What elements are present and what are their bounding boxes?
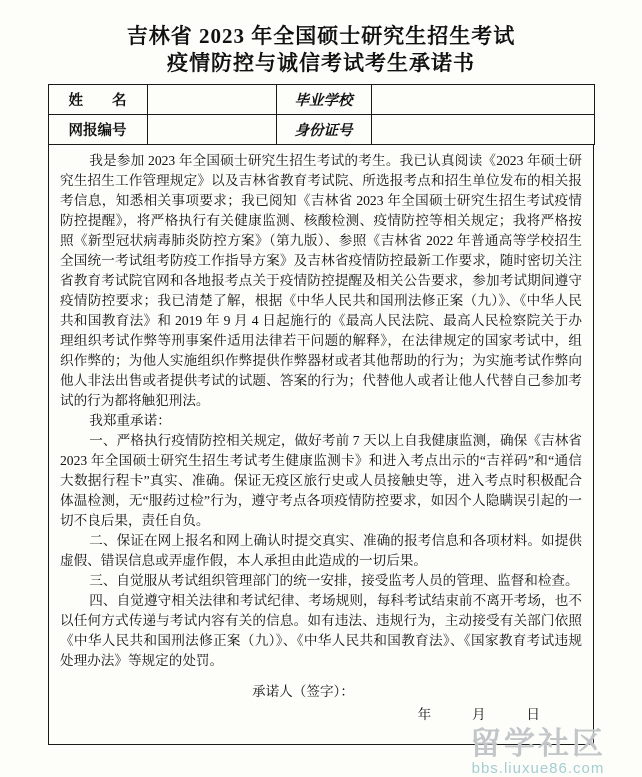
candidate-info-table bbox=[48, 84, 595, 145]
pledge-item-2: 二、保证在网上报名和网上确认时提交真实、准确的报考信息和各项材料。如提供虚假、错误信息或弄虚作假，本人承担由此造成的一切后果。 bbox=[60, 533, 582, 568]
pledge-item-1: 一、严格执行疫情防控相关规定，做好考前 7 天以上自我健康监测，确保《吉林省 2023 年全国硕士研究生招生考试考生健康监测卡》和进入考点出示的“吉祥码”和“通信大数据行程卡”真实、准确。保证无疫区旅行史或人员接触史等，进入考点时积极配合体温检测，无“服药过检”行为，遵守考点各项疫情防控要求，如因个人隐瞒误引起的一切不良后果，责任自负。 bbox=[60, 433, 582, 528]
commitment-body bbox=[48, 144, 594, 745]
date-label: 年 月 日 bbox=[417, 707, 540, 722]
id-number-value-field bbox=[371, 115, 594, 145]
intro-paragraph: 我是参加 2023 年全国硕士研究生招生考试的考生。我已认真阅读《2023 年硕士研究生招生工作管理规定》以及吉林省教育考试院、所选报考点和招生单位发布的相关报考信息，知悉相关事项要求；我已阅知《吉林省 2023 年全国硕士研究生招生考试疫情防控提醒》，将严格执行有关健康监测、核酸检测、疫情防控等相关规定；我将严格按照《新型冠状病毒肺炎防控方案》（第九版）、参照《吉林省 2022 年普通高等学校招生全国统一考试组考防疫工作指导方案》及吉林省疫情防控最新工作要求，随时密切关注省教育考试院官网和各地报考点关于疫情防控提醒及相关公告要求，参加考试期间遵守疫情防控要求；我已清楚了解，根据《中华人民共和国刑法修正案（九）》、《中华人民共和国教育法》和 2019 年 9 月 4 日起施行的《最高人民法院、最高人民检察院关于办理组织考试作弊等刑事案件适用法律若干问题的解释》，在法律规定的国家考试中，组织作弊的；为他人实施组织作弊提供作弊器材或者其他帮助的行为；为实施考试作弊向他人非法出售或者提供考试的试题、答案的行为；代替他人或者让他人代替自己参加考试的行为都将触犯刑法。 bbox=[60, 153, 582, 408]
name-label: 姓 名 bbox=[48, 85, 147, 115]
id-number-label: 身份证号 bbox=[276, 115, 371, 145]
document-title bbox=[0, 0, 642, 77]
graduation-school-label: 毕业学校 bbox=[276, 85, 371, 115]
watermark-site-name: 留学社区 bbox=[470, 726, 606, 761]
table-row-2 bbox=[48, 115, 594, 145]
signature-label: 承诺人（签字）： bbox=[252, 684, 354, 699]
online-registration-number-value-field bbox=[147, 115, 276, 145]
online-registration-number-label: 网报编号 bbox=[48, 115, 147, 145]
title-line-1: 吉林省 2023 年全国硕士研究生招生考试 bbox=[126, 24, 516, 48]
table-row-1 bbox=[48, 85, 594, 115]
graduation-school-value-field bbox=[371, 85, 594, 115]
title-line-2: 疫情防控与诚信考试考生承诺书 bbox=[167, 51, 475, 75]
watermark-site-url: bbs.liuxue86.com bbox=[471, 760, 605, 777]
name-value-field bbox=[147, 85, 276, 115]
pledge-item-4: 四、自觉遵守相关法律和考试纪律、考场规则，每科考试结束前不离开考场，也不以任何方式传递与考试内容有关的信息。如有违法、违规行为，主动接受有关部门依照《中华人民共和国刑法修正案（九）》、《中华人民共和国教育法》、《国家教育考试违规处理办法》等规定的处罚。 bbox=[60, 593, 582, 668]
pledge-heading: 我郑重承诺： bbox=[89, 413, 171, 428]
pledge-item-3: 三、自觉服从考试组织管理部门的统一安排，接受监考人员的管理、监督和检查。 bbox=[89, 573, 579, 588]
